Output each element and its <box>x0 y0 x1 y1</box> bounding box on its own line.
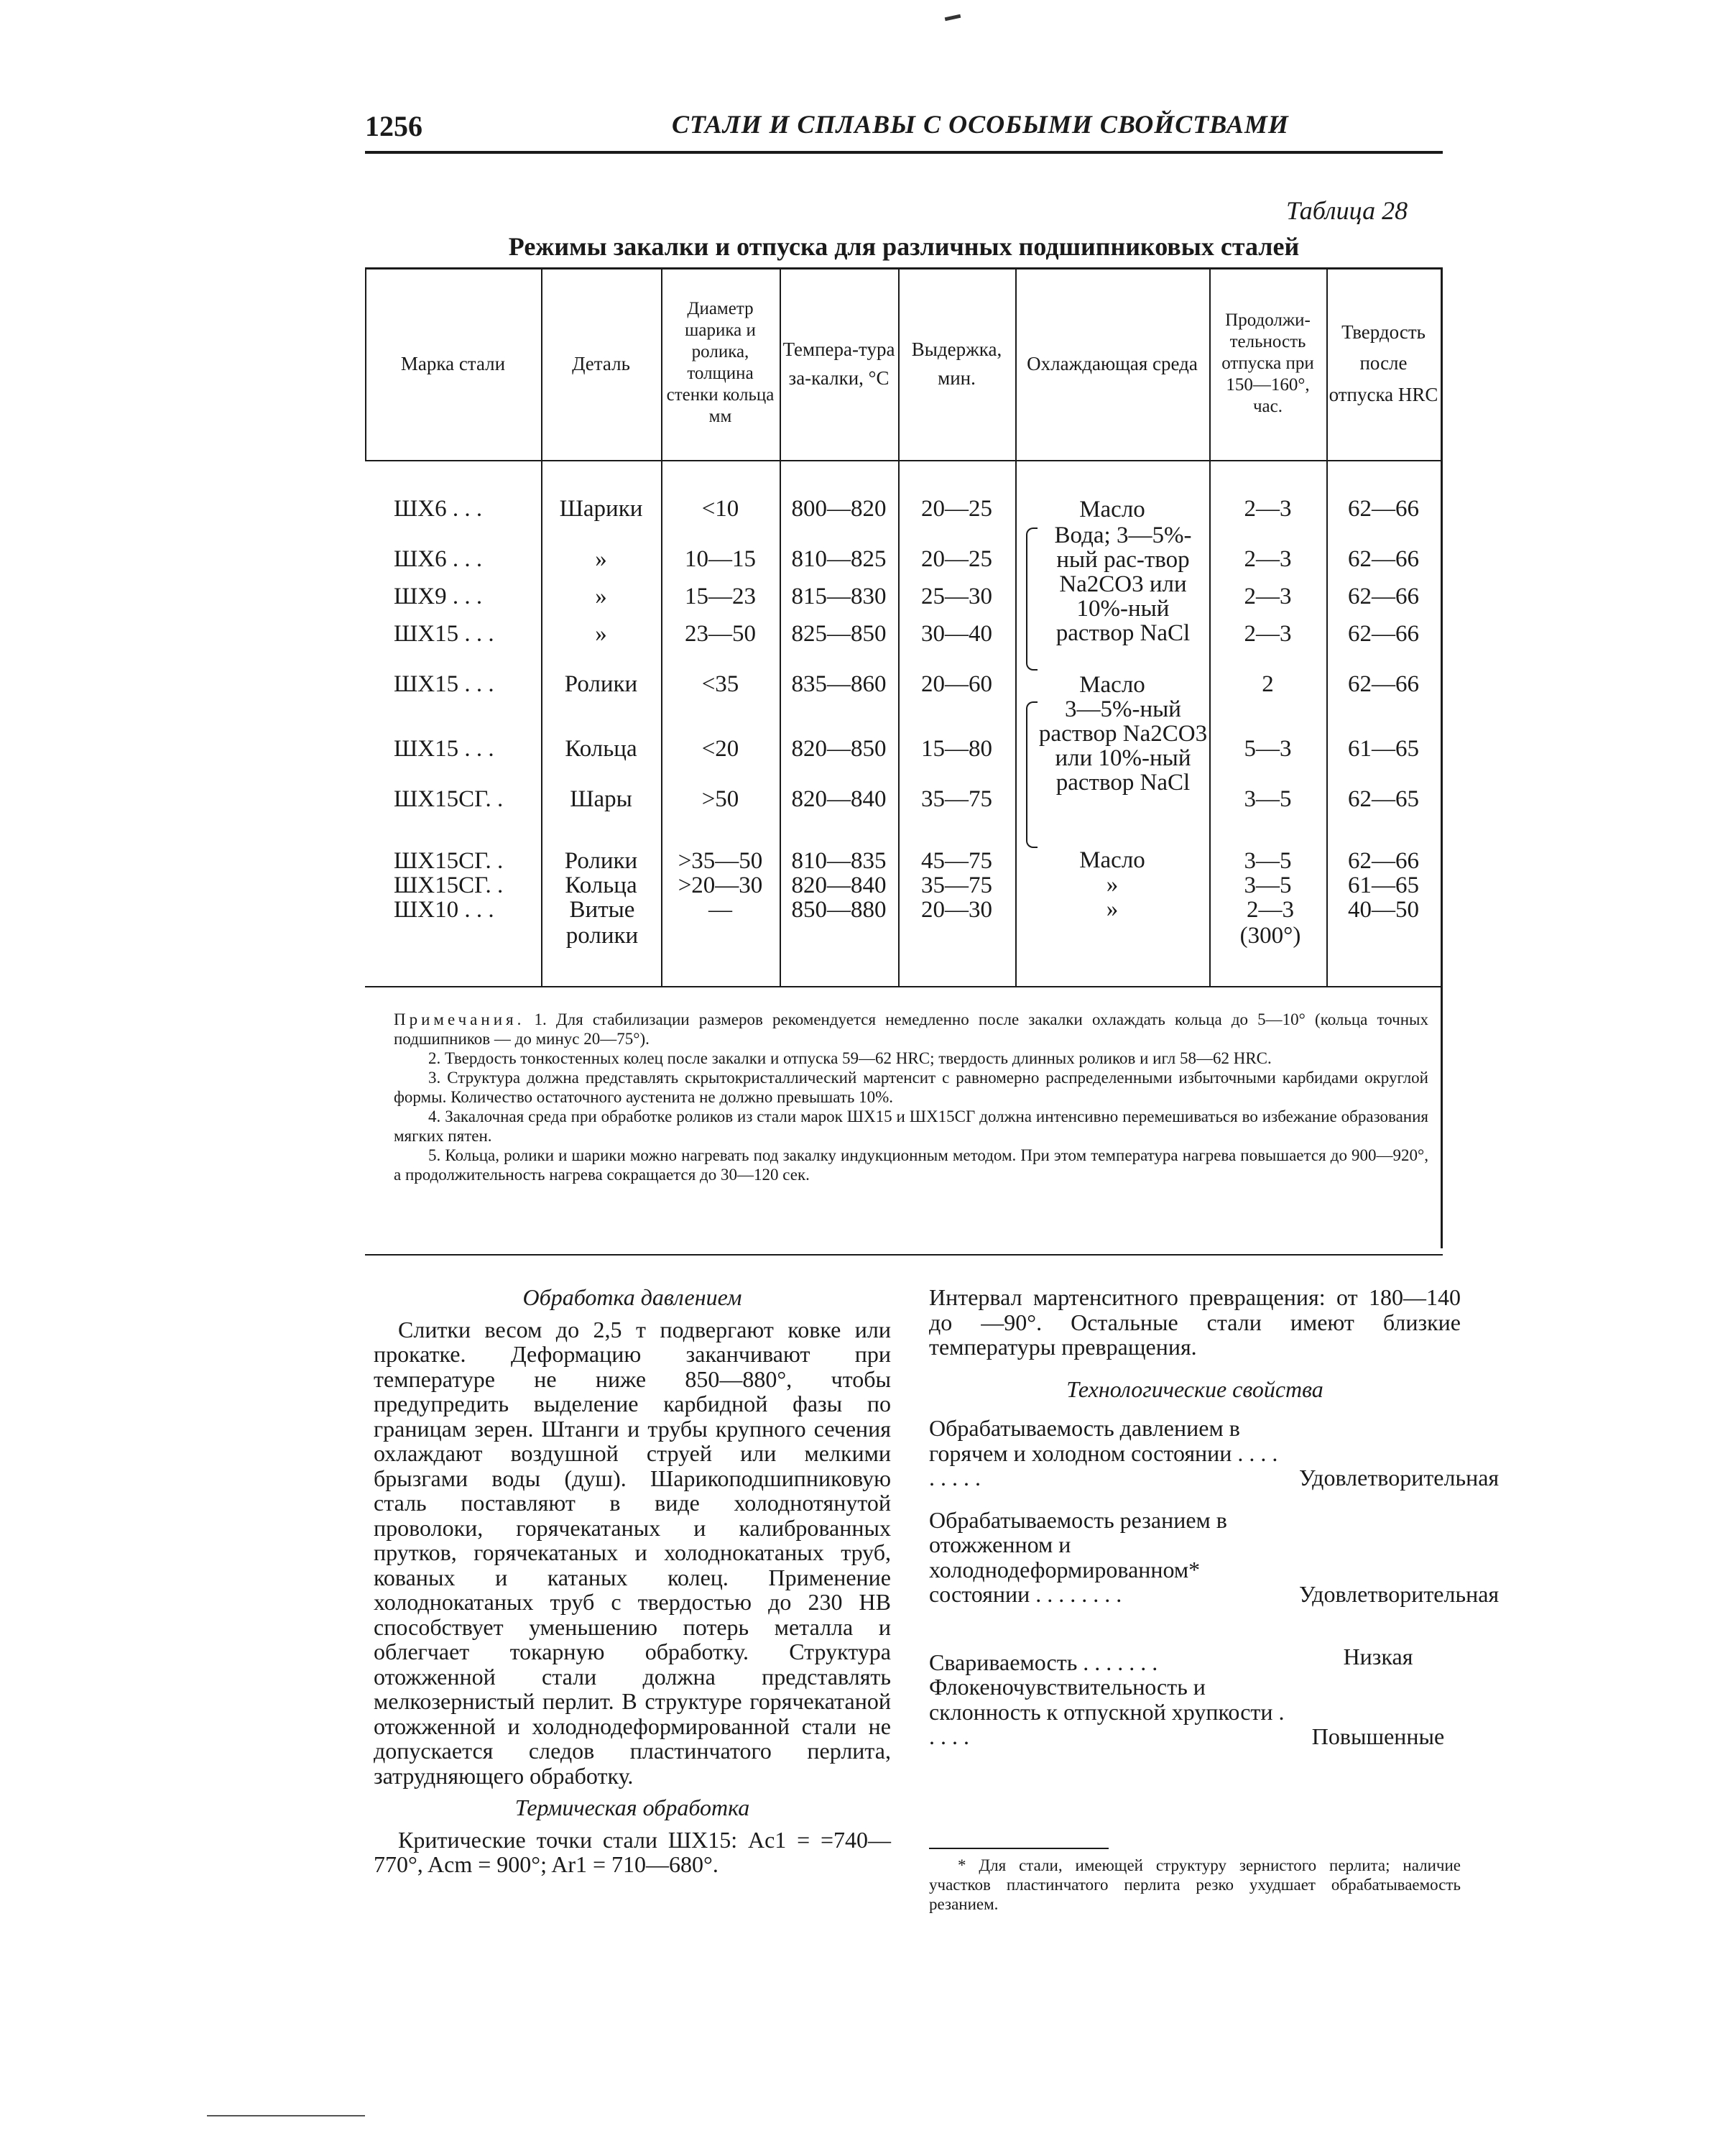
footnote: * Для стали, имеющей структуру зернистого перлита; наличие участков пластинчатого перлита резко ухудшает обрабатываемость резанием. <box>929 1856 1461 1913</box>
cell-grade: ШХ15СГ. . <box>394 848 504 874</box>
cell-grade: ШХ9 . . . <box>394 584 483 609</box>
cell-grade: ШХ6 . . . <box>394 546 483 572</box>
cell-hardness: 62—66 <box>1348 546 1419 572</box>
cell-temp: 810—835 <box>791 848 887 874</box>
medium-soda-solution: 3—5%-ный раствор Na2CO3 или 10%-ный раствор NaCl <box>1038 696 1208 796</box>
cell-grade: ШХ15 . . . <box>394 671 494 697</box>
col-header-hold: Выдержка, мин. <box>911 338 1002 389</box>
property-row <box>929 1415 1500 1491</box>
property-value: Повышенные <box>1311 1723 1445 1749</box>
cell-grade: ШХ10 . . . <box>394 897 494 923</box>
cell-hold: 30—40 <box>921 621 992 647</box>
cell-temper: 3—5 <box>1244 786 1292 812</box>
col-header-medium: Охлаждающая среда <box>1027 352 1198 374</box>
section-heading-tech: Технологические свойства <box>1066 1376 1323 1402</box>
cell-hold: 20—25 <box>921 496 992 522</box>
cell-part: Кольца <box>565 872 637 898</box>
brace <box>1026 528 1038 671</box>
cell-temp: 820—840 <box>791 872 887 898</box>
col-header-temp: Темпера-тура за-калки, °С <box>782 338 895 389</box>
cell-size: <35 <box>701 671 739 697</box>
medium-ditto: » <box>1106 872 1119 898</box>
note-5: 5. Кольца, ролики и шарики можно нагревать под закалку индукционным методом. При этом температура нагрева повышается до 900—920°, а продолжительность нагрева сокращается до 30—120 сек. <box>394 1146 1428 1184</box>
print-speck <box>945 14 961 21</box>
cell-size: 23—50 <box>685 621 756 647</box>
cell-hardness: 40—50 <box>1348 897 1419 923</box>
cell-temper: 3—5 <box>1244 848 1292 874</box>
cell-temper: 2—3 <box>1244 496 1292 522</box>
note-1 <box>394 1010 1428 1049</box>
property-name: Свариваемость . . . . . . . <box>929 1649 1158 1675</box>
left-column <box>374 1285 891 1877</box>
section-heading-pressure: Обработка давлением <box>522 1284 742 1310</box>
cell-hold: 25—30 <box>921 584 992 609</box>
cell-hardness: 62—65 <box>1348 786 1419 812</box>
table-right-edge <box>1441 267 1443 1248</box>
property-row <box>929 1674 1461 1749</box>
table-title: Режимы закалки и отпуска для различных подшипниковых сталей <box>508 232 1300 261</box>
property-name: Обрабатываемость давлением в горячем и холодном состоянии . . . . . . . . . <box>929 1415 1278 1491</box>
hardening-table <box>365 267 1443 1248</box>
cell-hardness: 61—65 <box>1348 872 1419 898</box>
cell-hold: 35—75 <box>921 872 992 898</box>
property-value: Удовлетворительная <box>1299 1580 1500 1607</box>
cell-hardness: 62—66 <box>1348 848 1419 874</box>
page-number: 1256 <box>365 110 422 142</box>
table-notes-rule <box>365 986 1443 987</box>
cell-part: Шары <box>570 786 632 812</box>
notes-label: Примечания. <box>394 1010 525 1028</box>
cell-size: 15—23 <box>685 584 756 609</box>
cell-temper: 2—3 (300°) <box>1239 897 1301 949</box>
cell-size: >50 <box>701 786 739 812</box>
cell-hardness: 61—65 <box>1348 736 1419 762</box>
cell-hold: 20—30 <box>921 897 992 923</box>
cell-part: Кольца <box>565 736 637 762</box>
medium-oil: Масло <box>1079 497 1145 522</box>
cell-temp: 835—860 <box>791 671 887 697</box>
section-heading-heat: Термическая обработка <box>514 1795 750 1820</box>
paragraph-martensite: Интервал мартенситного превращения: от 180—140 до —90°. Остальные стали имеют близкие температуры превращения. <box>929 1284 1461 1360</box>
medium-ditto: » <box>1106 896 1119 922</box>
cell-temp: 825—850 <box>791 621 887 647</box>
cell-hardness: 62—66 <box>1348 584 1419 609</box>
cell-size: 10—15 <box>685 546 756 572</box>
cell-hold: 20—60 <box>921 671 992 697</box>
property-value: Низкая <box>1343 1643 1413 1669</box>
cell-size: <20 <box>701 736 739 762</box>
cell-temper: 2—3 <box>1244 546 1292 572</box>
cell-grade: ШХ15СГ. . <box>394 872 504 898</box>
property-name: Флокеночувствительность и склонность к отпускной хрупкости . . . . . <box>929 1674 1285 1749</box>
cell-temp: 815—830 <box>791 584 887 609</box>
cell-temper: 2—3 <box>1244 621 1292 647</box>
col-header-size: Диаметр шарика и ролика, толщина стенки кольца мм <box>666 299 775 426</box>
medium-water-solution: Вода; 3—5%-ный рас-твор Na2CO3 или 10%-ный раствор NaCl <box>1054 522 1192 646</box>
paragraph-pressure: Слитки весом до 2,5 т подвергают ковке или прокатке. Деформацию заканчивают при температуре не ниже 850—880°, чтобы предупредить выделение карбидной фазы по границам зерен. Штанги и трубы крупного сечения охлаждают воздушной струей или мелкими брызгами воды (душ). Шарикоподшипниковую сталь поставляют в виде холоднотянутой проволоки, горячекатаных и калиброванных прутков, горячекатаных и холоднокатаных труб, кованых и катаных колец. Применение холоднокатаных труб с твердостью до 230 НВ способствует уменьшению потерь металла и облегчает токарную обработку. Структура отожженной стали должна представлять мелкозернистый перлит. В структуре горячекатаной отожженной и холоднодеформированной стали не допускается следов пластинчатого перлита, затрудняющего обработку. <box>374 1316 891 1789</box>
cell-hold: 45—75 <box>921 848 992 874</box>
cell-part: Шарики <box>559 496 643 522</box>
cell-part: » <box>595 621 607 647</box>
cell-part: Ролики <box>564 671 638 697</box>
table-header-rule <box>365 460 1443 461</box>
cell-part: » <box>595 584 607 609</box>
table-number: Таблица 28 <box>1286 196 1408 225</box>
cell-grade: ШХ15СГ. . <box>394 786 504 812</box>
property-value: Удовлетворительная <box>1299 1465 1500 1491</box>
cell-hold: 20—25 <box>921 546 992 572</box>
brace <box>1026 701 1038 848</box>
cell-size: <10 <box>701 496 739 522</box>
cell-temp: 820—840 <box>791 786 887 812</box>
note-4: 4. Закалочная среда при обработке роликов из стали марок ШХ15 и ШХ15СГ должна интенсивно перемешиваться во избежание образования мягких пятен. <box>394 1107 1428 1145</box>
medium-oil: Масло <box>1079 672 1145 698</box>
cell-part: Витые ролики <box>565 897 639 949</box>
cell-temper: 3—5 <box>1244 872 1292 898</box>
table-notes <box>394 1010 1428 1184</box>
cell-grade: ШХ6 . . . <box>394 496 483 522</box>
note-3: 3. Структура должна представлять скрытокристаллический мартенсит с равномерно распределенными избыточными карбидами округлой формы. Количество остаточного аустенита не должно превышать 10%. <box>394 1069 1428 1106</box>
property-name: Обрабатываемость резанием в отожженном и холоднодеформированном* состоянии . . . . . . . . <box>929 1506 1227 1607</box>
cell-temper: 2—3 <box>1244 584 1292 609</box>
paragraph-heat: Критические точки стали ШХ15: Ac1 = =740—770°, Acm = 900°; Ar1 = 710—680°. <box>374 1826 891 1877</box>
cell-hardness: 62—66 <box>1348 496 1419 522</box>
property-row <box>929 1643 1461 1675</box>
cell-part: Ролики <box>564 848 638 874</box>
cell-hold: 15—80 <box>921 736 992 762</box>
cell-temp: 850—880 <box>791 897 887 923</box>
cell-temper: 2 <box>1262 671 1274 697</box>
footnote-rule <box>929 1848 1109 1849</box>
cell-hold: 35—75 <box>921 786 992 812</box>
cell-temp: 800—820 <box>791 496 887 522</box>
cell-size: >35—50 <box>678 848 763 874</box>
cell-size: >20—30 <box>678 872 763 898</box>
cell-grade: ШХ15 . . . <box>394 736 494 762</box>
cell-temper: 5—3 <box>1244 736 1292 762</box>
cell-grade: ШХ15 . . . <box>394 621 494 647</box>
cell-hardness: 62—66 <box>1348 621 1419 647</box>
note-text: 1. Для стабилизации размеров рекомендуется немедленно после закалки охлаждать кольца до 5—10° (кольца точных подшипников — до минус 20—75°). <box>394 1010 1429 1048</box>
right-column <box>929 1284 1500 1749</box>
cell-size: — <box>708 897 732 923</box>
col-header-grade: Марка стали <box>400 352 506 374</box>
header-rule <box>365 151 1443 154</box>
cell-part: » <box>595 546 607 572</box>
col-header-hardness: Твердость после отпуска HRC <box>1329 321 1438 405</box>
cell-hardness: 62—66 <box>1348 671 1419 697</box>
medium-oil: Масло <box>1079 847 1145 873</box>
col-header-temper-time: Продолжи-тельность отпуска при 150—160°, час. <box>1221 310 1314 416</box>
table-bottom-rule <box>365 1254 1443 1256</box>
margin-mark <box>207 2115 365 2116</box>
cell-temp: 810—825 <box>791 546 887 572</box>
running-title: СТАЛИ И СПЛАВЫ С ОСОБЫМИ СВОЙСТВАМИ <box>672 110 1289 139</box>
note-2: 2. Твердость тонкостенных колец после закалки и отпуска 59—62 HRC; твердость длинных роликов и игл 58—62 HRC. <box>428 1049 1272 1067</box>
property-row <box>929 1506 1500 1607</box>
cell-temp: 820—850 <box>791 736 887 762</box>
col-header-part: Деталь <box>572 352 630 374</box>
